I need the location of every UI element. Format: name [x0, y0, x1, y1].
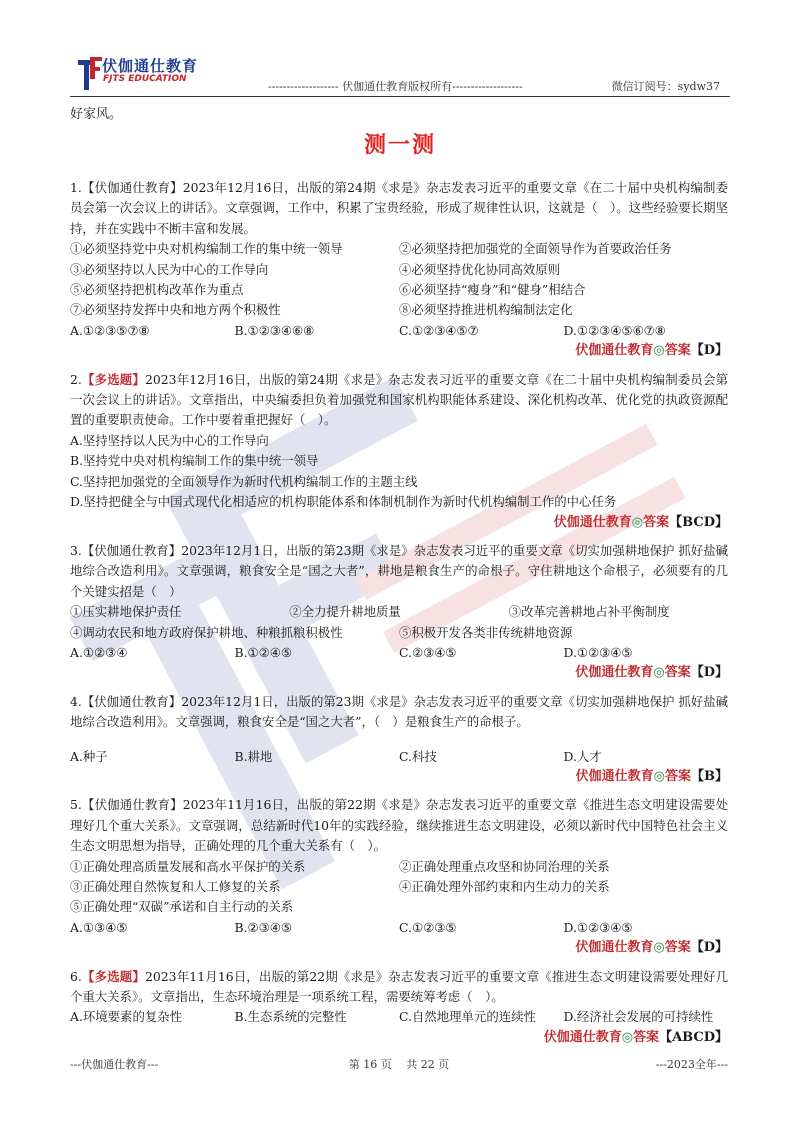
option-d: D.坚持把健全与中国式现代化相适应的机构职能体系和体制机制作为新时代机构编制工作的中心任务 — [70, 494, 617, 510]
option-c: C.科技 — [399, 748, 437, 764]
logo-text-en: FJTS EDUCATION — [103, 74, 187, 84]
page-footer — [70, 1056, 728, 1072]
option-row — [70, 747, 728, 767]
option-b: B.耕地 — [234, 748, 273, 764]
statement-row: ①必须坚持党中央对机构编制工作的集中统一领导 ②必须坚持把加强党的全面领导作为首要政治任务 — [70, 241, 672, 257]
statement-row: ①压实耕地保护责任 ②全力提升耕地质量 ③改革完善耕地占补平衡制度 — [70, 604, 670, 620]
answer-value: 【D】 — [690, 665, 728, 681]
answer-value: 【D】 — [690, 343, 728, 359]
answer-mark-icon: ◎ — [653, 665, 665, 681]
option-a: A.①②③④ — [70, 644, 128, 660]
question-3 — [70, 541, 728, 684]
statement-row: ⑤正确处理“双碳”承诺和自主行动的关系 — [70, 899, 294, 915]
question-4 — [70, 692, 728, 788]
option-b: B.②③④⑤ — [234, 919, 292, 935]
option-row — [70, 643, 728, 663]
option-d: D.①②③④⑤ — [563, 644, 633, 660]
statement-row: ⑦必须坚持发挥中央和地方两个积极性 ⑧必须坚持推进机构编制法定化 — [70, 302, 573, 318]
page-header — [70, 52, 730, 98]
answer-value: 【D】 — [690, 940, 728, 956]
question-stem: 4.【伏伽通仕教育】2023年12月1日，出版的第23期《求是》杂志发表习近平的重要文章《切实加强耕地保护 抓好盐碱地综合改造利用》。文章强调，粮食安全是“国之大者”，（ ）是粮食生产的命根子。 — [70, 693, 728, 730]
question-6 — [70, 967, 728, 1049]
answer-line: 伏伽通仕教育◎答案【B】 — [575, 768, 728, 784]
option-a: A.环境要素的复杂性 — [70, 1009, 183, 1025]
fjts-logo-icon — [76, 56, 102, 94]
option-c: C.自然地理单元的连续性 — [399, 1009, 536, 1025]
header-copyright: ------------------- 伏伽通仕教育版权所有------------------- — [268, 80, 523, 93]
option-row — [70, 1007, 728, 1027]
page-title: 测一测 — [363, 132, 436, 158]
question-list — [70, 178, 728, 1056]
footer-left: ---伏伽通仕教育--- — [70, 1058, 159, 1071]
question-stem: 1.【伏伽通仕教育】2023年12月16日，出版的第24期《求是》杂志发表习近平的重要文章《在二十届中央机构编制委员会第一次会议上的讲话》。文章强调，工作中，积累了宝贵经验，形成了规律性认识，这就是（ ）。这些经验要长期坚持，并在实践中不断丰富和发展。 — [70, 180, 728, 236]
option-c: C.②③④⑤ — [399, 644, 457, 660]
question-1 — [70, 178, 728, 362]
answer-mark-icon: ◎ — [653, 940, 665, 956]
option-d: D.经济社会发展的可持续性 — [563, 1009, 714, 1025]
option-row — [70, 918, 728, 938]
answer-value: 【BCD】 — [669, 514, 728, 530]
question-stem: 6.【多选题】2023年11月16日，出版的第22期《求是》杂志发表习近平的重要文章《推进生态文明建设需要处理好几个重大关系》。文章指出，生态环境治理是一项系统工程，需要统筹考虑（ ）。 — [70, 968, 728, 1005]
option-b: B.①②④⑤ — [234, 644, 292, 660]
option-row — [70, 321, 728, 341]
answer-mark-icon: ◎ — [621, 1029, 634, 1045]
statement-row: ④调动农民和地方政府保护耕地、种粮抓粮积极性 ⑤积极开发各类非传统耕地资源 — [70, 624, 573, 640]
answer-line: 伏伽通仕教育◎答案【BCD】 — [553, 514, 728, 530]
text-fragment: 好家风。 — [70, 107, 123, 122]
option-d: D.人才 — [563, 748, 602, 764]
answer-value: 【B】 — [691, 768, 728, 784]
option-c: C.①②③④⑤⑦ — [399, 322, 479, 338]
question-tag: 【多选题】 — [81, 968, 145, 984]
answer-line: 伏伽通仕教育◎答案【D】 — [575, 665, 728, 681]
question-5 — [70, 795, 728, 958]
option-a: A.①②③⑤⑦⑧ — [70, 322, 150, 338]
footer-right: ---2023全年--- — [655, 1058, 728, 1071]
statement-row: ①正确处理高质量发展和高水平保护的关系 ②正确处理重点攻坚和协同治理的关系 — [70, 858, 610, 874]
option-c: C.坚持把加强党的全面领导作为新时代机构编制工作的主题主线 — [70, 473, 418, 489]
option-a: A.种子 — [70, 748, 108, 764]
logo-text-cn: 伏伽通仕教育 — [102, 57, 199, 75]
answer-line: 伏伽通仕教育◎答案【D】 — [575, 343, 728, 359]
question-tag: 【伏伽通仕教育】 — [81, 797, 183, 813]
option-c: C.①②③⑤ — [399, 919, 457, 935]
answer-mark-icon: ◎ — [653, 768, 665, 784]
option-a: A.坚持坚持以人民为中心的工作导向 — [70, 432, 269, 448]
statement-row: ③正确处理自然恢复和人工修复的关系 ④正确处理外部约束和内生动力的关系 — [70, 879, 610, 894]
footer-page-number: 第 16 页 共 22 页 — [348, 1058, 450, 1071]
option-b: B.生态系统的完整性 — [234, 1009, 347, 1025]
question-tag: 【伏伽通仕教育】 — [81, 180, 183, 195]
option-b: B.①②③④⑥⑧ — [234, 322, 315, 338]
question-stem: 2.【多选题】2023年12月16日，出版的第24期《求是》杂志发表习近平的重要文章《在二十届中央机构编制委员会第一次会议上的讲话》。文章指出，中央编委担负着加强党和国家机构职能体系建设、深化机构改革、优化党的执政资源配置的重要职责使命。工作中要着重把握好（ ）。 — [70, 371, 728, 428]
question-tag: 【伏伽通仕教育】 — [81, 693, 182, 709]
question-stem: 3.【伏伽通仕教育】2023年12月1日，出版的第23期《求是》杂志发表习近平的重要文章《切实加强耕地保护 抓好盐碱地综合改造利用》。文章强调，粮食安全是“国之大者”，耕地是粮食生产的命根子。守住耕地这个命根子，必须要有的几个关键实招是（ ） — [70, 542, 728, 599]
option-d: D.①②③④⑤⑥⑦⑧ — [563, 322, 666, 338]
question-tag: 【伏伽通仕教育】 — [81, 542, 182, 558]
question-tag: 【多选题】 — [81, 371, 145, 387]
answer-mark-icon: ◎ — [653, 343, 665, 359]
answer-mark-icon: ◎ — [631, 514, 644, 530]
statement-row: ⑤必须坚持把机构改革作为重点 ⑥必须坚持“瘦身”和“健身”相结合 — [70, 282, 586, 298]
answer-line: 伏伽通仕教育◎答案【ABCD】 — [543, 1029, 728, 1045]
option-a: A.①③④⑤ — [70, 919, 128, 935]
header-divider — [70, 96, 730, 97]
option-b: B.坚持党中央对机构编制工作的集中统一领导 — [70, 453, 319, 469]
answer-value: 【ABCD】 — [659, 1029, 728, 1045]
header-wechat: 微信订阅号：sydw37 — [611, 80, 720, 93]
question-stem: 5.【伏伽通仕教育】2023年11月16日，出版的第22期《求是》杂志发表习近平的重要文章《推进生态文明建设需要处理好几个重大关系》。文章强调，总结新时代10年的实践经验，继续推进生态文明建设，必须以新时代中国特色社会主义生态文明思想为指导，正确处理的几个重大关系有（ ）。 — [70, 797, 728, 854]
statement-row: ③必须坚持以人民为中心的工作导向 ④必须坚持优化协同高效原则 — [70, 261, 561, 277]
option-d: D.①②③④⑤ — [563, 919, 633, 935]
answer-line: 伏伽通仕教育◎答案【D】 — [575, 940, 728, 956]
question-2 — [70, 370, 728, 533]
